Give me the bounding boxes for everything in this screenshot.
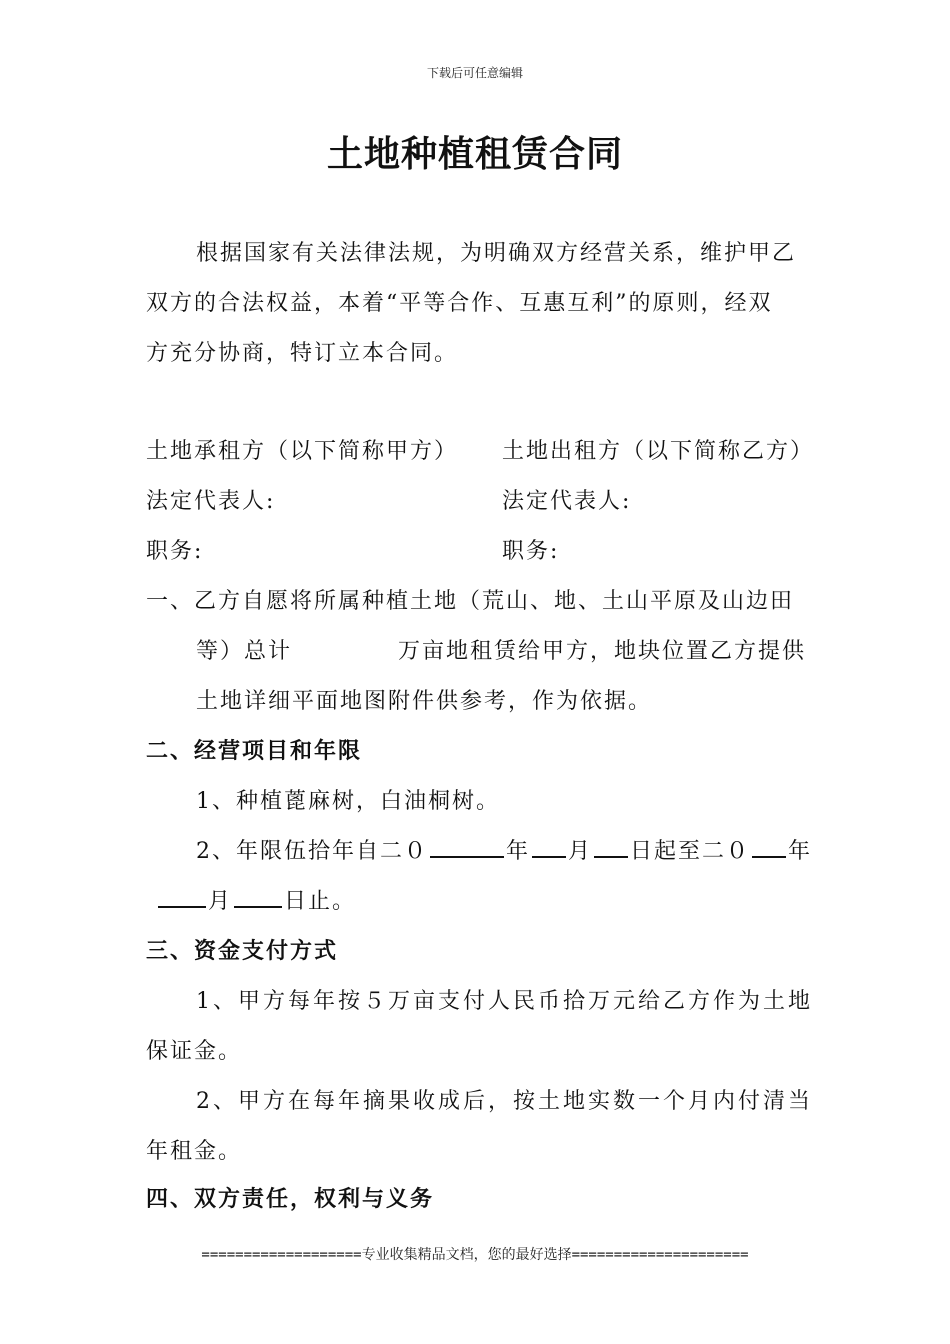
section1-text-2b: 万亩地租赁给甲方，地块位置乙方提供	[398, 639, 807, 664]
section3-item-2-line-2: 年租金。	[146, 1139, 243, 1164]
intro-line-2: 双方的合法权益，本着“平等合作、互惠互利”的原则，经双	[146, 291, 773, 316]
section1-number: 一、	[146, 589, 195, 614]
page-footer: ===================专业收集精品文档，您的最好选择=====================	[201, 1247, 749, 1263]
start-year-blank[interactable]	[430, 836, 504, 858]
landlord-label: 土地出租方（以下简称乙方）	[502, 439, 815, 464]
section1-line-2	[196, 634, 806, 665]
landlord-position-label: 职务:	[502, 539, 560, 564]
month-label: 月	[568, 839, 593, 864]
year-label: 年	[506, 839, 531, 864]
section2-item-2	[196, 834, 812, 865]
end-year-label: 年	[788, 839, 813, 864]
section1-text-1: 乙方自愿将所属种植土地（荒山、地、土山平原及山边田	[194, 589, 795, 614]
end-year-blank[interactable]	[752, 836, 786, 858]
start-day-blank[interactable]	[594, 836, 628, 858]
tenant-label: 土地承租方（以下简称甲方）	[146, 439, 459, 464]
section3-item-2-line-1: 2、甲方在每年摘果收成后，按土地实数一个月内付清当	[196, 1089, 813, 1114]
end-day-blank[interactable]	[234, 886, 282, 908]
section3-heading: 三、资金支付方式	[146, 938, 339, 964]
term-text-start: 2、年限伍拾年自二０	[196, 839, 428, 864]
section3-item-1-line-1: 1、甲方每年按５万亩支付人民币拾万元给乙方作为土地	[196, 989, 813, 1014]
section1-text-2a: 等）总计	[196, 639, 293, 664]
section3-item-1-line-2: 保证金。	[146, 1039, 243, 1064]
page-header: 下载后可任意编辑	[426, 66, 523, 80]
intro-line-1: 根据国家有关法律法规，为明确双方经营关系，维护甲乙	[196, 241, 797, 266]
section2-heading: 二、经营项目和年限	[146, 738, 363, 764]
section1-line-3: 土地详细平面地图附件供参考，作为依据。	[196, 689, 653, 714]
end-month-label: 月	[208, 889, 233, 914]
end-label: 日止。	[284, 889, 357, 914]
landlord-rep-label: 法定代表人:	[502, 489, 632, 514]
section2-item-2-cont	[156, 884, 356, 915]
section4-heading: 四、双方责任，权利与义务	[146, 1186, 435, 1212]
document-title: 土地种植租赁合同	[326, 133, 623, 175]
start-month-blank[interactable]	[532, 836, 566, 858]
intro-line-3: 方充分协商，特订立本合同。	[146, 341, 459, 366]
end-month-blank[interactable]	[158, 886, 206, 908]
day-to-label: 日起至二０	[630, 839, 751, 864]
tenant-rep-label: 法定代表人:	[146, 489, 276, 514]
section1-line-1	[146, 584, 794, 615]
tenant-position-label: 职务:	[146, 539, 204, 564]
section2-item-1: 1、种植蓖麻树，白油桐树。	[196, 789, 500, 814]
